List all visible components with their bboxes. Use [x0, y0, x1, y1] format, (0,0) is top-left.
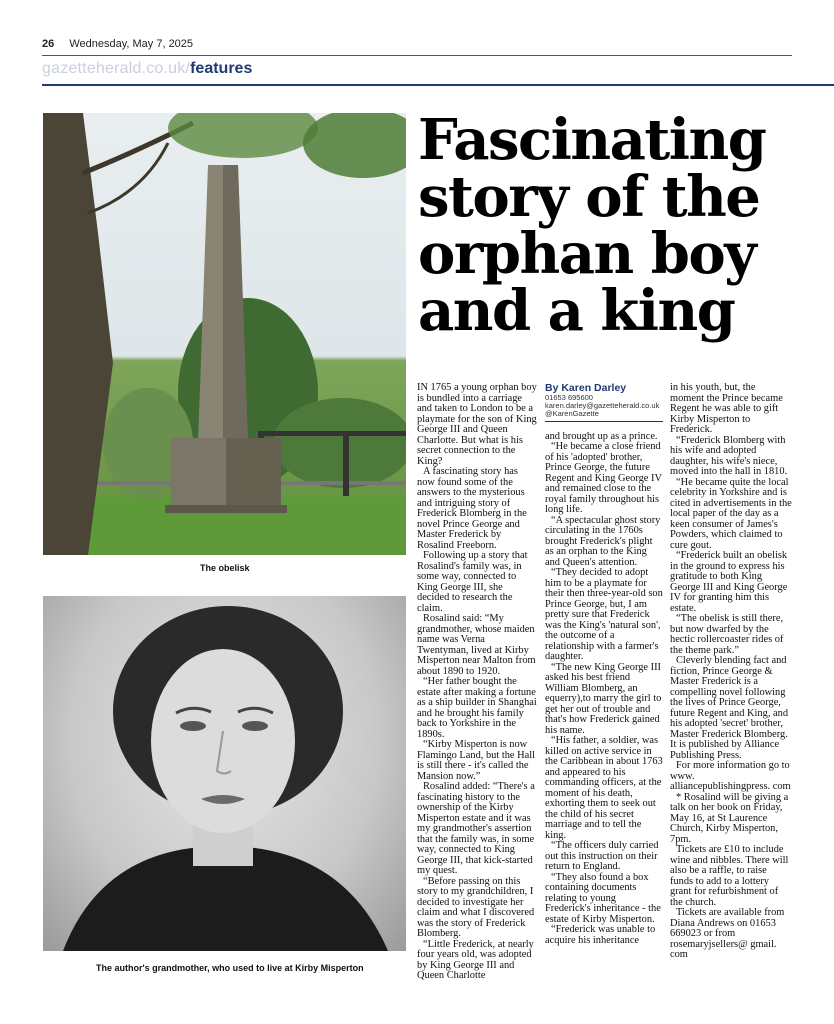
paragraph: “His father, a soldier, was killed on active service in the Caribbean in about 1763 and appeared to his commanding officers, at the moment of his death, exhorting them to seek out the child of his secret marriage and to tell the king. [545, 735, 663, 841]
paragraph: “The new King George III asked his best friend William Blomberg, an equerry),to marry the girl to get her out of trouble and that's how Frederick gained his name. [545, 661, 662, 736]
paragraph: “Frederick built an obelisk in the ground to express his gratitude to both King George III and King George IV for granting him this estate. [670, 550, 788, 614]
author-twitter: @KarenGazette [545, 408, 599, 418]
article-column-1 [417, 383, 537, 982]
paragraph: IN 1765 a young orphan boy is bundled into a carriage and taken to London to be a playmate for the son of King George III and Queen Charlotte. But what is his secret connection to the King? [417, 382, 537, 467]
headline: Fascinating story of the orphan boy and a king [418, 107, 766, 344]
portrait-caption: The author's grandmother, who used to live at Kirby Misperton [96, 963, 364, 973]
paragraph: “Little Frederick, at nearly four years old, was adopted by King George III and Queen Charlotte [417, 938, 534, 981]
paragraph: “The officers duly carried out this instruction on their return to England. [545, 840, 659, 872]
paragraph: “Frederick was unable to acquire his inheritance [545, 924, 656, 946]
paragraph: Tickets are available from Diana Andrews on 01653 669023 or from rosemaryjsellers@ gmail. com [670, 907, 785, 960]
paragraph: Following up a story that Rosalind's family was, in some way, connected to King George III, she decided to research the claim. [417, 550, 528, 614]
issue-date: Wednesday, May 7, 2025 [69, 38, 194, 50]
obelisk-photo [43, 113, 406, 555]
paragraph: Rosalind added: “There's a fascinating history to the ownership of the Kirby Misperton estate and it was my grandmother's assertion that the family was, in some way, connected to King George III, that kick-started my quest. [417, 781, 535, 876]
paragraph: “They also found a box containing documents relating to young Frederick's inheritance - the estate of Kirby Misperton. [545, 871, 661, 925]
article-column-3 [670, 383, 792, 961]
section-banner [42, 60, 834, 86]
paragraph: “Before passing on this story to my grandchildren, I decided to investigate her claim and what I discovered was the story of Frederick Blomberg. [417, 875, 535, 939]
page-number: 26 [42, 38, 55, 50]
obelisk-photo-icon [43, 113, 406, 555]
article-column-2 [545, 383, 663, 946]
author-name: By Karen Darley [545, 382, 627, 394]
paragraph: “A spectacular ghost story circulating in the 1760s brought Frederick's plight as an orphan to the King and Queen's attention. [545, 514, 661, 568]
author-email: karen.darley@gazetteherald.co.uk [545, 400, 660, 410]
paragraph: “Kirby Misperton is now Flamingo Land, but the Hall is still there - it's called the Mansion now.” [417, 739, 536, 782]
paragraph: “Frederick Blomberg with his wife and adopted daughter, his wife's niece, moved into the hall in 1810. [670, 434, 788, 477]
paragraph: A fascinating story has now found some of the answers to the mysterious and intriguing story of Frederick Blomberg in the novel Prince George and Master Frederick by Rosalind Freeborn. [417, 466, 527, 551]
obelisk-caption: The obelisk [200, 563, 250, 573]
paragraph: in his youth, but, the moment the Prince became Regent he was able to gift Kirby Misperton to Frederick. [670, 382, 783, 435]
page-header [42, 38, 792, 56]
paragraph: “The obelisk is still there, but now dwarfed by the hectic rollercoaster rides of the theme park.” [670, 613, 784, 656]
paragraph: “He became a close friend of his 'adopted' brother, Prince George, the future Regent and King George IV and remained close to the royal family throughout his long life. [545, 441, 662, 515]
paragraph: Tickets are £10 to include wine and nibbles. There will also be a raffle, to raise funds to add to a lottery grant for refurbishment of the church. [670, 844, 789, 908]
byline [545, 383, 663, 422]
paragraph: * Rosalind will be giving a talk on her book on Friday, May 16, at St Laurence Church, Kirby Misperton, 7pm. [670, 791, 789, 845]
site-name: gazetteherald.co.uk/ [42, 60, 191, 77]
portrait-photo [43, 596, 406, 951]
paragraph: “Her father bought the estate after making a fortune as a ship builder in Shanghai and he brought his family back to Yorkshire in the 1890s. [417, 676, 537, 740]
paragraph: “He became quite the local celebrity in Yorkshire and is cited in advertisements in the local paper of the day as a keen consumer of James's Powders, which claimed to cure gout. [670, 476, 792, 551]
paragraph: and brought up as a prince. [545, 430, 658, 442]
paragraph: Cleverly blending fact and fiction, Prince George & Master Frederick is a compelling novel following the lives of Prince George, future Regent and King, and his adopted 'secret' brother, Master Frederick Blomberg. It is published by Alliance Publishing Press. [670, 655, 789, 761]
paragraph: “They decided to adopt him to be a playmate for their then three-year-old son Prince George, but, I am pretty sure that Frederick was the King's 'natural son', the outcome of a relationship with a farmer's daughter. [545, 567, 663, 662]
paragraph: For more information go to www. alliancepublishingpress. com [670, 760, 791, 792]
author-phone: 01653 695600 [545, 392, 593, 402]
section-name: features [190, 60, 253, 77]
paragraph: Rosalind said: “My grandmother, whose maiden name was Verna Twentyman, lived at Kirby Misperton near Malton from about 1890 to 1920. [417, 613, 536, 677]
portrait-photo-icon [43, 596, 406, 951]
